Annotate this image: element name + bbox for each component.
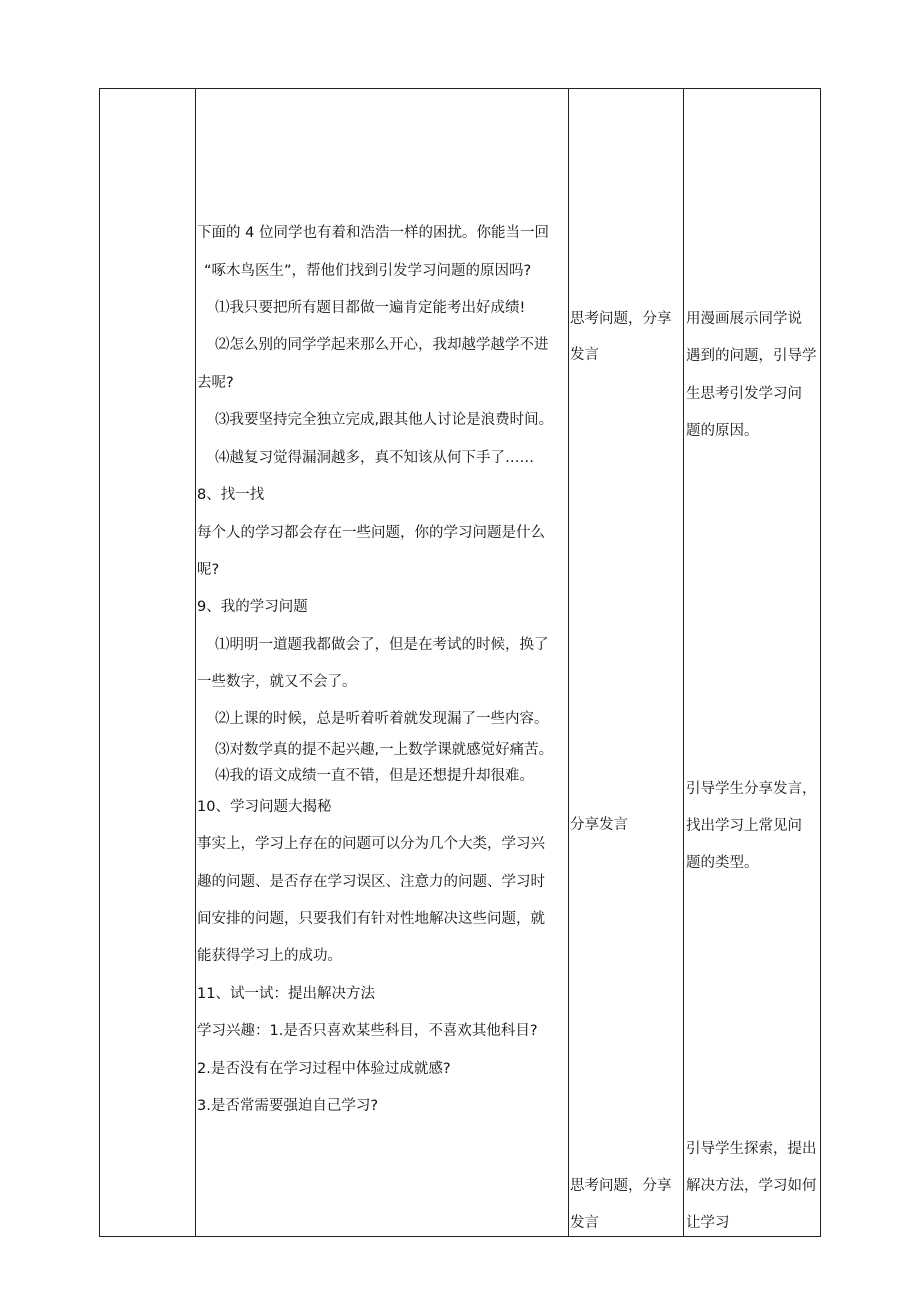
column-divider (683, 89, 684, 1236)
content-line: 能获得学习上的成功。 (197, 948, 342, 964)
content-line: 事实上，学习上存在的问题可以分为几个大类，学习兴 (197, 836, 545, 852)
design-intent-text: 引导学生探索，提出 (686, 1141, 817, 1157)
content-line: 2.是否没有在学习过程中体验过成就感? (197, 1061, 451, 1077)
content-line: 下面的 4 位同学也有着和浩浩一样的困扰。你能当一回 (197, 225, 549, 241)
content-line: ⑴我只要把所有题目都做一遍肯定能考出好成绩! (215, 300, 526, 316)
design-intent-text: 让学习 (686, 1215, 730, 1231)
design-intent-text: 解决方法，学习如何 (686, 1178, 817, 1194)
design-intent-text: 引导学生分享发言， (686, 781, 817, 797)
design-intent-text: 遇到的问题，引导学 (686, 348, 817, 364)
section-title: 8、找一找 (197, 487, 265, 503)
student-activity-text: 思考问题，分享 (570, 1178, 672, 1194)
design-intent-text: 生思考引发学习问 (686, 386, 802, 402)
student-activity-text: 思考问题，分享 (570, 311, 672, 327)
content-line: ⑷我的语文成绩一直不错，但是还想提升却很难。 (215, 768, 534, 784)
content-line: 一些数字，就又不会了。 (197, 674, 357, 690)
content-line: 学习兴趣：1.是否只喜欢某些科目，不喜欢其他科目? (197, 1023, 538, 1039)
lesson-plan-table (99, 88, 821, 1237)
content-line: 去呢? (197, 375, 234, 391)
student-activity-text: 发言 (570, 347, 599, 363)
content-line: ⑶对数学真的提不起兴趣,一上数学课就感觉好痛苦。 (215, 742, 554, 758)
content-line: 呢? (197, 562, 220, 578)
student-activity-text: 发言 (570, 1215, 599, 1231)
section-title: 11、试一试：提出解决方法 (197, 986, 375, 1002)
content-line: 3.是否常需要强迫自己学习? (197, 1098, 379, 1114)
content-line: ⑵上课的时候，总是听着听着就发现漏了一些内容。 (215, 711, 549, 727)
section-title: 9、我的学习问题 (197, 599, 308, 615)
content-line: ⑷越复习觉得漏洞越多，真不知该从何下手了…… (215, 450, 534, 466)
content-line: ⑵怎么别的同学学起来那么开心，我却越学越学不进 (215, 337, 549, 353)
content-line: 趣的问题、是否存在学习误区、注意力的问题、学习时 (197, 874, 545, 890)
design-intent-text: 找出学习上常见问 (686, 818, 802, 834)
design-intent-text: 题的原因。 (686, 423, 759, 439)
content-line: 每个人的学习都会存在一些问题，你的学习问题是什么 (197, 525, 545, 541)
content-line: ⑴明明一道题我都做会了，但是在考试的时候，换了 (215, 637, 549, 653)
content-line: “啄木鸟医生”，帮他们找到引发学习问题的原因吗? (204, 263, 532, 279)
section-title: 10、学习问题大揭秘 (197, 799, 332, 815)
design-intent-text: 用漫画展示同学说 (686, 311, 802, 327)
content-line: ⑶我要坚持完全独立完成,跟其他人讨论是浪费时间。 (215, 412, 554, 428)
content-line: 间安排的问题，只要我们有针对性地解决这些问题，就 (197, 911, 545, 927)
student-activity-text: 分享发言 (570, 817, 628, 833)
design-intent-text: 题的类型。 (686, 855, 759, 871)
column-divider (195, 89, 196, 1236)
